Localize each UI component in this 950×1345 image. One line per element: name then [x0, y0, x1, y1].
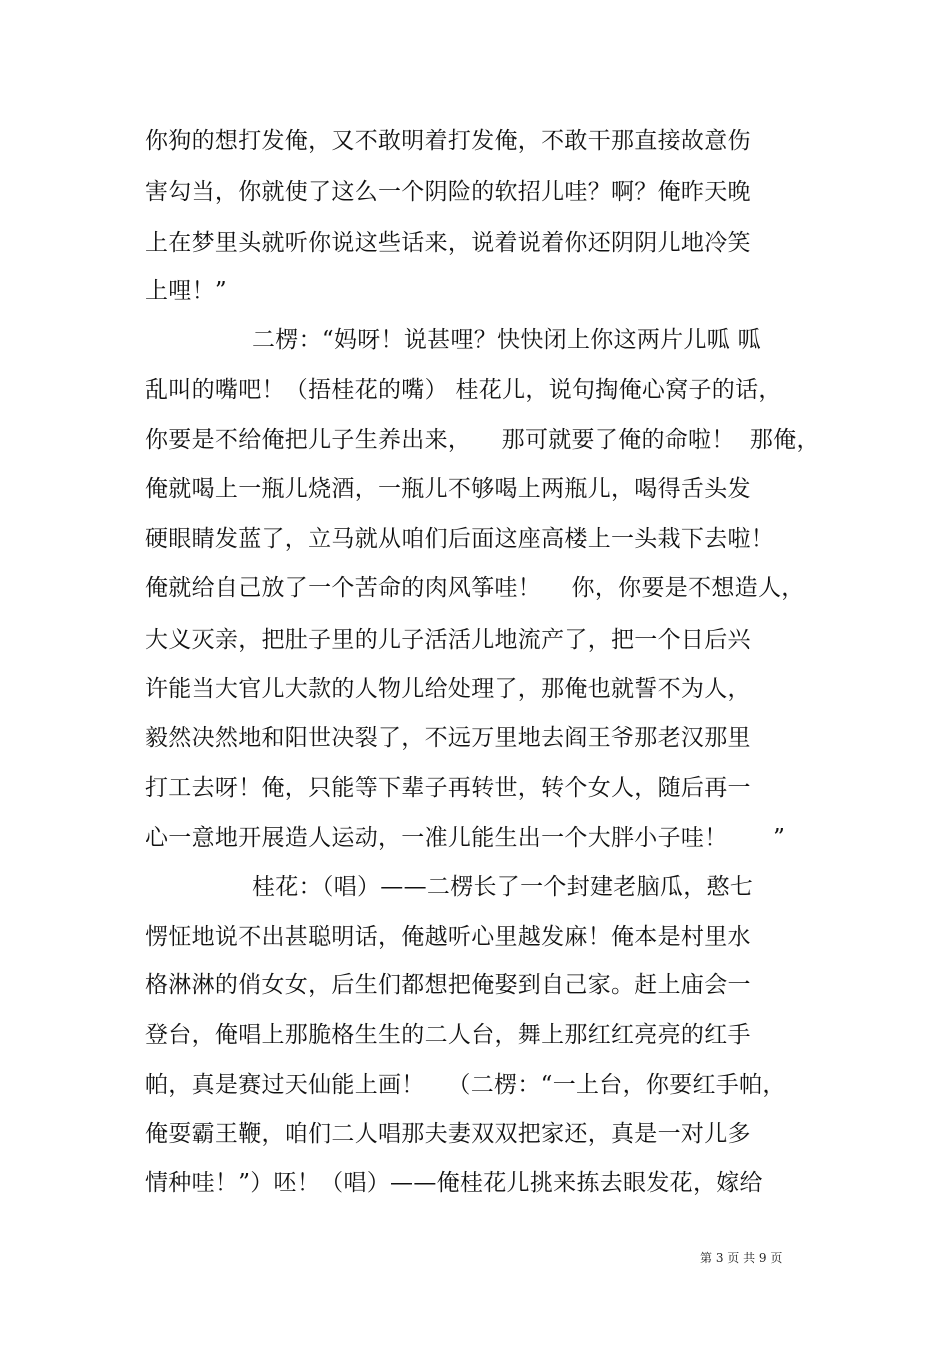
text-line: 上在梦里头就听你说这些话来，说着说着你还阴阴儿地冷笑 [145, 230, 751, 256]
text-line: 大义灭亲，把肚子里的儿子活活儿地流产了，把一个日后兴 [145, 627, 751, 653]
page-number: 第 3 页 共 9 页 [700, 1251, 783, 1265]
text-line: 你狗的想打发俺，又不敢明着打发俺，不敢干那直接故意伤 [145, 128, 751, 154]
text-line: 二楞：“妈呀！说甚哩？快快闭上你这两片儿呱 呱 [252, 327, 761, 353]
text-line: 桂花：（唱）——二楞长了一个封建老脑瓜，憨七 [252, 874, 754, 900]
text-line: 俺就给自己放了一个苦命的肉风筝哇！ 你，你要是不想造人， [145, 575, 805, 601]
text-line: 上哩！” [145, 278, 227, 304]
text-line: 愣怔地说不出甚聪明话，俺越听心里越发麻！俺本是村里水 [145, 924, 751, 950]
text-line: 帕，真是赛过天仙能上画！ （二楞：“一上台，你要红手帕， [145, 1072, 786, 1098]
text-line: 许能当大官儿大款的人物儿给处理了，那俺也就誓不为人， [145, 676, 751, 702]
text-line: 打工去呀！俺，只能等下辈子再转世，转个女人，随后再一 [145, 775, 751, 801]
text-line: 乱叫的嘴吧！（捂桂花的嘴） 桂花儿，说句掏俺心窝子的话， [145, 377, 782, 403]
text-line: 情种哇！”）呸！（唱）——俺桂花儿挑来拣去眼发花，嫁给 [145, 1170, 763, 1196]
text-line: 硬眼睛发蓝了，立马就从咱们后面这座高楼上一头栽下去啦！ [145, 526, 775, 552]
text-line: 毅然决然地和阳世决裂了，不远万里地去阎王爷那老汉那里 [145, 725, 751, 751]
text-line: 格淋淋的俏女女，后生们都想把俺娶到自己家。赶上庙会一 [145, 972, 751, 998]
text-line: 俺就喝上一瓶儿烧酒，一瓶儿不够喝上两瓶儿，喝得舌头发 [145, 476, 751, 502]
text-line: 害勾当，你就使了这么一个阴险的软招儿哇？啊？俺昨天晚 [145, 179, 751, 205]
text-line: 心一意地开展造人运动，一准儿能生出一个大胖小子哇！ ” [145, 825, 786, 851]
text-line: 你要是不给俺把儿子生养出来， 那可就要了俺的命啦！ 那俺， [145, 427, 820, 453]
text-line: 俺耍霸王鞭，咱们二人唱那夫妻双双把家还，真是一对儿多 [145, 1121, 751, 1147]
text-line: 登台，俺唱上那脆格生生的二人台，舞上那红红亮亮的红手 [145, 1022, 751, 1048]
